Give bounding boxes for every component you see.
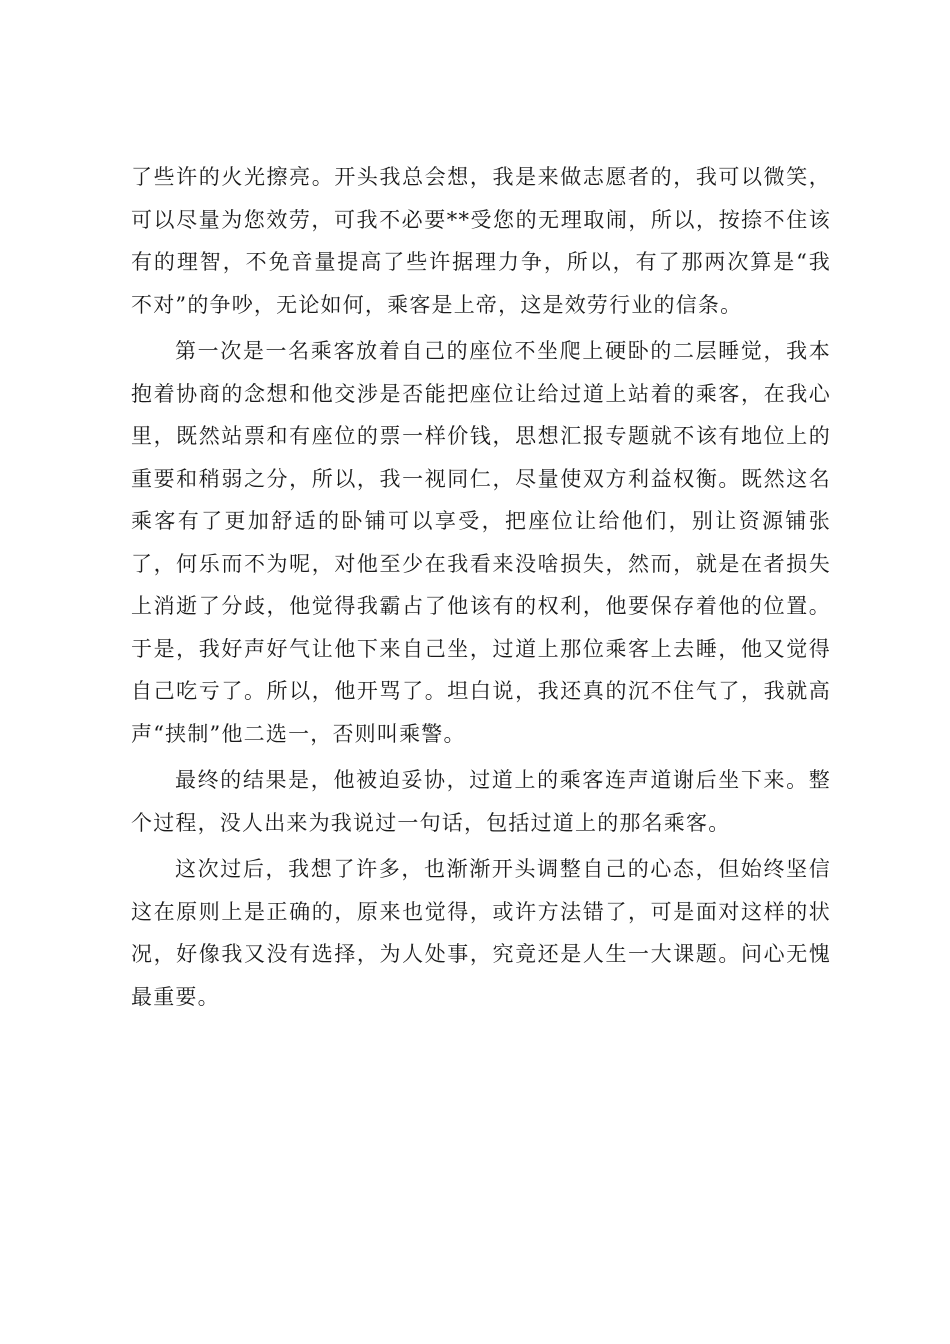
document-body <box>131 156 831 1018</box>
paragraph-continued: 了些许的火光擦亮。开头我总会想，我是来做志愿者的，我可以微笑，可以尽量为您效劳，可我不必要**受您的无理取闹，所以，按捺不住该有的理智，不免音量提高了些许据理力争，所以，有了那两次算是“我不对”的争吵，无论如何，乘客是上帝，这是效劳行业的信条。 <box>131 165 831 317</box>
paragraph-first-incident: 第一次是一名乘客放着自己的座位不坐爬上硬卧的二层睡觉，我本抱着协商的念想和他交涉是否能把座位让给过道上站着的乘客，在我心里，既然站票和有座位的票一样价钱，思想汇报专题就不该有地位上的重要和稍弱之分，所以，我一视同仁，尽量使双方利益权衡。既然这名乘客有了更加舒适的卧铺可以享受，把座位让给他们，别让资源铺张了，何乐而不为呢，对他至少在我看来没啥损失，然而，就是在者损失上消逝了分歧，他觉得我霸占了他该有的权利，他要保存着他的位置。于是，我好声好气让他下来自己坐，过道上那位乘客上去睡，他又觉得自己吃亏了。所以，他开骂了。坦白说，我还真的沉不住气了，我就高声“挟制”他二选一，否则叫乘警。 <box>131 339 831 746</box>
paragraph-reflection: 这次过后，我想了许多，也渐渐开头调整自己的心态，但始终坚信这在原则上是正确的，原来也觉得，或许方法错了，可是面对这样的状况，好像我又没有选择，为人处事，究竟还是人生一大课题。问心无愧最重要。 <box>131 857 831 1009</box>
paragraph-result: 最终的结果是，他被迫妥协，过道上的乘客连声道谢后坐下来。整个过程，没人出来为我说过一句话，包括过道上的那名乘客。 <box>131 768 831 835</box>
